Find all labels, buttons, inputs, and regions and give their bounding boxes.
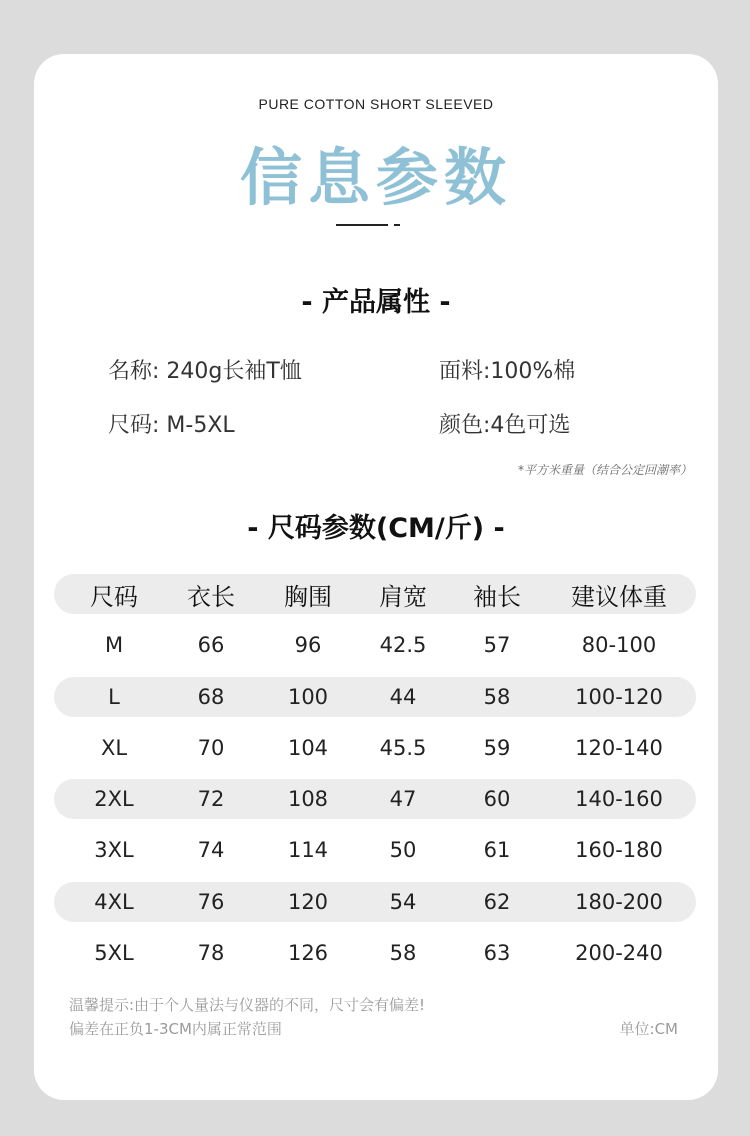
size-chart-heading: - 尺码参数(CM/斤) -: [247, 513, 505, 544]
table-cell: 104: [287, 735, 329, 760]
title-divider: [336, 224, 388, 226]
table-cell: 3XL: [94, 838, 134, 863]
column-header: 衣长: [187, 582, 235, 611]
table-cell: 180-200: [575, 889, 663, 914]
unit-label: 单位:CM: [619, 1020, 678, 1038]
table-cell: 5XL: [94, 941, 134, 966]
table-cell: 58: [483, 684, 511, 709]
column-header: 建议体重: [571, 582, 667, 611]
subtitle: PURE COTTON SHORT SLEEVED: [258, 96, 494, 112]
product-attributes-heading: - 产品属性 -: [301, 287, 451, 318]
table-row: [54, 728, 696, 768]
table-cell: 58: [389, 941, 417, 966]
table-cell: 44: [389, 684, 417, 709]
attr-size: 尺码: M-5XL: [108, 413, 235, 438]
table-cell: 60: [483, 787, 511, 812]
column-header: 胸围: [284, 582, 332, 611]
table-cell: 47: [389, 787, 417, 812]
table-header-row: [54, 574, 696, 614]
table-cell: 100-120: [575, 684, 663, 709]
table-cell: 78: [197, 941, 225, 966]
title-divider-dot: [394, 224, 400, 226]
table-cell: 61: [483, 838, 511, 863]
table-cell: 100: [287, 684, 329, 709]
table-cell: 80-100: [581, 633, 657, 658]
table-cell: 62: [483, 889, 511, 914]
table-cell: 42.5: [379, 633, 427, 658]
table-cell: 59: [483, 735, 511, 760]
column-header: 肩宽: [379, 582, 427, 611]
table-row: [54, 779, 696, 819]
table-cell: XL: [100, 735, 128, 760]
footer-tip-line-1: 温馨提示:由于个人量法与仪器的不同，尺寸会有偏差!: [69, 996, 426, 1014]
table-cell: 120-140: [575, 735, 663, 760]
table-cell: L: [108, 684, 120, 709]
table-cell: 74: [197, 838, 225, 863]
info-card: [34, 54, 718, 1100]
table-cell: 57: [483, 633, 511, 658]
table-cell: 108: [287, 787, 329, 812]
table-row: [54, 677, 696, 717]
table-cell: 66: [197, 633, 225, 658]
table-cell: 140-160: [575, 787, 663, 812]
table-cell: 68: [197, 684, 225, 709]
attr-color: 颜色:4色可选: [439, 413, 571, 438]
table-cell: M: [104, 633, 124, 658]
table-cell: 2XL: [94, 787, 134, 812]
table-row: [54, 882, 696, 922]
table-cell: 4XL: [94, 889, 134, 914]
footer-tip-line-2: 偏差在正负1-3CM内属正常范围: [69, 1020, 282, 1038]
table-cell: 120: [287, 889, 329, 914]
table-cell: 50: [389, 838, 417, 863]
size-table: [54, 574, 696, 984]
table-cell: 54: [389, 889, 417, 914]
page-title: 信息参数: [239, 141, 512, 214]
table-cell: 76: [197, 889, 225, 914]
table-cell: 126: [287, 941, 329, 966]
table-row: [54, 933, 696, 973]
table-cell: 70: [197, 735, 225, 760]
table-cell: 72: [197, 787, 225, 812]
table-row: [54, 625, 696, 665]
table-cell: 96: [294, 633, 322, 658]
table-row: [54, 830, 696, 870]
table-cell: 160-180: [575, 838, 663, 863]
attr-name: 名称: 240g长袖T恤: [108, 359, 302, 384]
column-header: 尺码: [90, 582, 138, 611]
attr-fabric: 面料:100%棉: [439, 359, 576, 384]
table-cell: 200-240: [575, 941, 663, 966]
table-cell: 63: [483, 941, 511, 966]
table-cell: 45.5: [379, 735, 427, 760]
table-cell: 114: [287, 838, 329, 863]
weight-note: *平方米重量（结合公定回潮率）: [517, 463, 692, 477]
column-header: 袖长: [473, 582, 521, 611]
